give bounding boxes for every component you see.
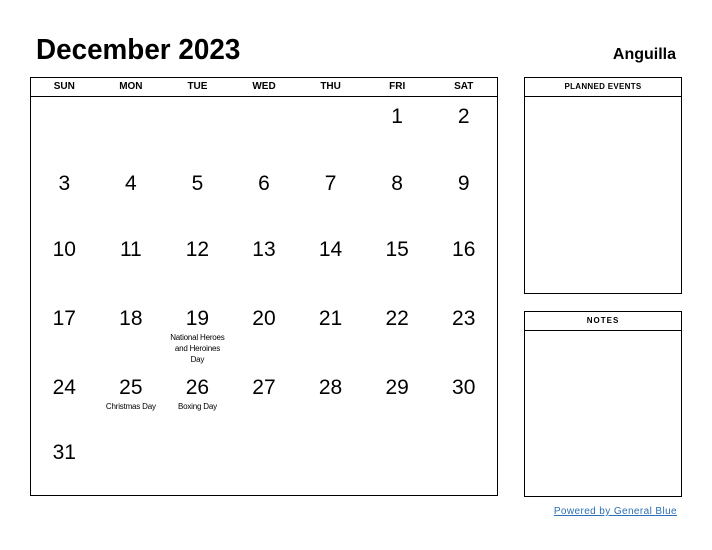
- day-number: 4: [125, 172, 137, 195]
- day-cell: [231, 367, 298, 400]
- day-number: 19: [185, 307, 210, 330]
- day-number: 12: [185, 238, 210, 261]
- day-number: 5: [191, 172, 204, 195]
- notes-panel: [524, 311, 682, 497]
- planned-events-header: PLANNED EVENTS: [525, 78, 681, 97]
- day-cell: [164, 298, 231, 365]
- powered-by-link[interactable]: Powered by General Blue: [553, 506, 677, 517]
- day-cell: [31, 367, 98, 400]
- notes-header: NOTES: [525, 312, 681, 331]
- holiday-label: National Heroes and Heroines Day: [170, 333, 225, 364]
- day-cell: [430, 229, 497, 262]
- day-cell: [231, 229, 298, 262]
- day-number: 25: [119, 376, 143, 399]
- day-number: 9: [457, 172, 470, 195]
- day-cell: [297, 298, 364, 331]
- day-cell: [364, 367, 431, 400]
- day-cell: [31, 96, 98, 105]
- day-cell: [297, 96, 364, 105]
- day-cell: [98, 432, 165, 441]
- day-cell: [364, 298, 431, 331]
- day-cell: [164, 432, 231, 441]
- day-number: 26: [185, 376, 210, 399]
- day-number: 13: [252, 238, 276, 261]
- day-cell: [31, 163, 98, 196]
- day-number: 29: [385, 376, 409, 399]
- day-number: 14: [318, 238, 343, 261]
- page-title: December 2023: [36, 34, 241, 66]
- day-number: 3: [58, 172, 71, 195]
- day-cell: [430, 367, 497, 400]
- weekday-sun: SUN: [53, 81, 75, 92]
- day-cell: [98, 163, 165, 196]
- day-cell: [297, 163, 364, 196]
- day-number: 30: [452, 376, 476, 399]
- day-number: 10: [52, 238, 76, 261]
- day-cell: [31, 229, 98, 262]
- country-label: Anguilla: [612, 46, 676, 63]
- day-cell: [364, 96, 431, 129]
- day-cell: [297, 229, 364, 262]
- day-number: 1: [391, 105, 403, 128]
- day-number: 24: [52, 376, 76, 399]
- day-cell: [297, 367, 364, 400]
- day-cell: [297, 432, 364, 441]
- holiday-label: Christmas Day: [105, 402, 156, 411]
- day-cell: [98, 298, 165, 331]
- weekday-fri: FRI: [389, 81, 406, 92]
- day-number: 16: [452, 238, 476, 261]
- day-cell: [98, 96, 165, 105]
- day-cell: [231, 298, 298, 331]
- day-cell: [164, 96, 231, 105]
- day-cell: [31, 432, 98, 465]
- day-cell: [164, 163, 231, 196]
- day-number: 7: [324, 172, 337, 195]
- day-cell: [364, 163, 431, 196]
- calendar-grid: [30, 77, 498, 496]
- day-cell: [231, 432, 298, 441]
- weekday-mon: MON: [119, 81, 143, 92]
- day-cell: [98, 229, 165, 262]
- day-cell: [164, 229, 231, 262]
- day-cell: [31, 298, 98, 331]
- weekday-wed: WED: [252, 81, 276, 92]
- day-cell: [364, 432, 431, 441]
- day-number: 22: [385, 307, 409, 330]
- day-number: 20: [252, 307, 276, 330]
- weekday-tue: TUE: [187, 81, 208, 92]
- day-number: 15: [385, 238, 409, 261]
- day-cell: [430, 96, 497, 129]
- day-cell: [430, 432, 497, 441]
- day-cell: [98, 367, 165, 412]
- day-number: 21: [318, 307, 343, 330]
- planned-events-panel: [524, 77, 682, 294]
- day-cell: [364, 229, 431, 262]
- day-cell: [164, 367, 231, 412]
- day-number: 27: [252, 376, 276, 399]
- day-number: 11: [119, 238, 142, 261]
- day-cell: [231, 96, 298, 105]
- day-number: 23: [452, 307, 476, 330]
- weekday-header-row: [31, 78, 497, 97]
- day-number: 17: [52, 307, 76, 330]
- day-number: 6: [258, 172, 270, 195]
- day-cell: [231, 163, 298, 196]
- day-cell: [430, 163, 497, 196]
- day-number: 18: [119, 307, 143, 330]
- day-number: 31: [52, 441, 76, 464]
- weekday-sat: SAT: [454, 81, 474, 92]
- day-number: 28: [318, 376, 343, 399]
- day-cell: [430, 298, 497, 331]
- day-number: 8: [391, 172, 403, 195]
- day-number: 2: [457, 105, 470, 128]
- holiday-label: Boxing Day: [177, 402, 217, 411]
- weekday-thu: THU: [320, 81, 341, 92]
